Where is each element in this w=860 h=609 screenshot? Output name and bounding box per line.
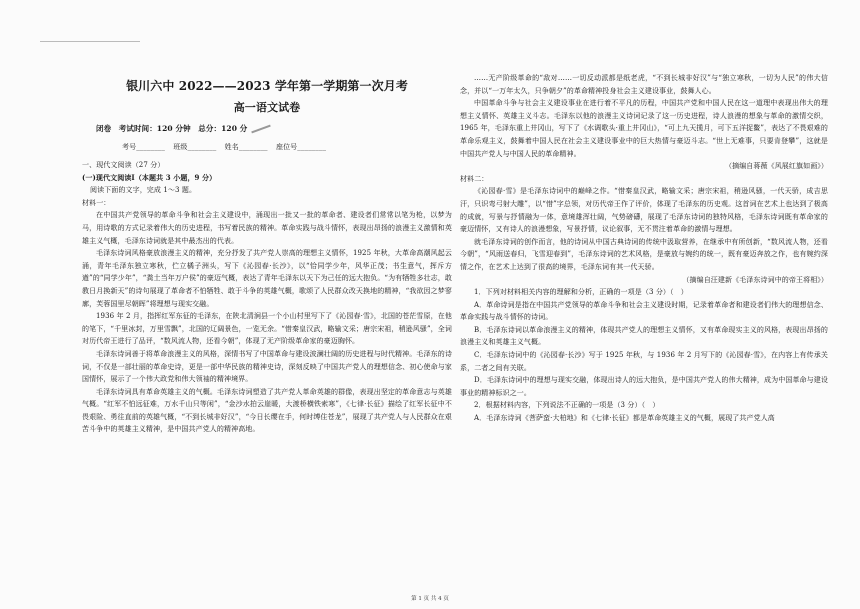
instruction: 阅读下面的文字，完成 1～3 题。	[90, 186, 197, 195]
page-footer: 第 1 页 共 4 页	[411, 596, 449, 602]
paragraph: 就毛泽东诗词的创作而言，他的诗词从中国古典诗词的传统中汲取营养，在继承中有所创新，“数风流人物，还看今朝”，“风雨送春归，飞雪迎春到”，毛泽东诗词的艺术风格，是豪放与婉约的统一，既有豪迈奔放之作，也有婉约深情之作，在艺术上达到了很高的境界，毛泽东词有其一代天骄。	[460, 237, 828, 271]
paragraph: 毛泽东诗词风格豪放浪漫主义的精神，充分抒发了共产党人崇高的理想主义情怀，1925 年秋，大革命高潮风起云涌，青年毛泽东独立寒秋，伫立橘子洲头，写下《沁园春·长沙》，以“恰同学少年，风华正茂；书生意气，挥斥方遒”的“同学少年”，“粪土当年万户侯”的豪迈气概，表达了青年毛泽东以天下为己任的远大抱负。“为有牺牲多壮志，敢教日月换新天”的诗句展现了革命者不怕牺牲、敢于斗争的英雄气概，歌颂了人民群众改天换地的精神，“我欲因之梦寥廓，芙蓉国里尽朝晖”将理想与现实交融。	[82, 249, 452, 308]
option-a: A．毛泽东诗词《菩萨蛮·大柏地》和《七律·长征》都是革命英雄主义的气概，展现了共产党人高	[474, 414, 775, 423]
exam-subtitle: 高一语文试卷	[233, 101, 301, 114]
exam-meta-text: 闭卷 考试时间：120 分钟 总分：120 分	[96, 124, 248, 133]
paragraph: 毛泽东诗词善于将革命浪漫主义的风格，深情书写了中国革命与建设波澜壮阔的历史进程与时代精神。毛泽东的诗词，不仅是一部壮丽的革命史诗，更是一部中华民族的精神史诗，深刻反映了中国共产党人的理想信念、初心使命与家国情怀，展示了一个伟大政党和伟大领袖的精神境界。	[82, 349, 452, 384]
source-citation: （摘编自蒋薇《风展红旗如画》）	[725, 162, 828, 171]
exam-title: 银川六中 2022——2023 学年第一学期第一次月考	[126, 79, 408, 93]
pen-mark-icon	[252, 125, 271, 134]
top-rule	[40, 41, 140, 42]
field-class[interactable]: 班级________	[173, 143, 217, 151]
paragraph: ……无产阶级革命的“敌对……一切反动派都是纸老虎，“不到长城非好汉”与“独立寒秋，一切为人民”的伟大信念，并以“一万年太久，只争朝夕”的革命精神投身社会主义建设事业，鼓舞人心。	[460, 74, 828, 95]
material-one-label: 材料一：	[82, 198, 111, 207]
section-heading: 一、现代文阅读（27 分）	[82, 161, 165, 169]
subsection-heading: (一)现代文阅读Ⅰ（本题共 3 小题，9 分）	[82, 172, 217, 182]
paragraph: 毛泽东诗词具有革命英雄主义的气概。毛泽东诗词塑造了共产党人革命英雄的群像，表现出坚定的革命意志与英雄气概。“红军不怕远征难，万水千山只等闲”，“金沙水拍云崖暖，大渡桥横铁索寒”，《七律·长征》描绘了红军长征中不畏艰险、勇往直前的英雄气概，“不到长城非好汉”，“今日长缨在手，何时缚住苍龙”，展现了共产党人与人民群众在艰苦斗争中的英雄主义精神，是中国共产党人的精神高地。	[82, 387, 452, 434]
source-citation: （摘编自汪建新《毛泽东诗词中的帝王将相》）	[682, 275, 828, 284]
option-d: D．毛泽东诗词中的理想与现实交融，体现出诗人的远大抱负，是中国共产党人的伟大精神，成为中国革命与建设事业的精神标识之一。	[460, 376, 828, 397]
question-2: 2．根据材料内容，下列说法不正确的一项是（3 分）（ ）	[474, 401, 660, 410]
field-name[interactable]: 姓名________	[224, 143, 268, 151]
paragraph: 中国革命斗争与社会主义建设事业在进行着不平凡的历程，中国共产党和中国人民在这一道理中表现出伟大的理想主义情怀、英雄主义斗志。毛泽东以他的浪漫主义诗词记录了这一历史进程，诗人浪漫的想象与革命的激情交织，1965 年，毛泽东重上井冈山，写下了《水调歌头·重上井冈山》，“可上九天揽月，可下五洋捉鳖”，表达了不畏艰难的革命乐观主义，鼓舞着中国人民在社会主义建设事业中的巨大热情与豪迈斗志。“世上无难事，只要肯登攀”，这就是中国共产党人与中国人民的革命精神。	[460, 99, 828, 158]
option-b: B．毛泽东诗词以革命浪漫主义的精神，体现共产党人的理想主义情怀，又有革命现实主义的风格，表现出昂扬的浪漫主义和英雄主义气概。	[460, 325, 828, 347]
paragraph: 《沁园春·雪》是毛泽东诗词中的巅峰之作。“惜秦皇汉武，略输文采；唐宗宋祖，稍逊风骚，一代天骄，成吉思汗，只识弯弓射大雕”，以“惜”字总领，对历代帝王作了评价，体现了毛泽东的历史观。这首词在艺术上也达到了极高的成就，写景与抒情融为一体，意境雄浑壮阔，气势磅礴，展现了毛泽东诗词的独特风格，毛泽东诗词既有革命家的豪迈情怀，又有诗人的浪漫想象，写景抒情，议论叙事，无不贯注着革命的激情与理想。	[460, 187, 828, 234]
paragraph: 在中国共产党领导的革命斗争和社会主义建设中，涌现出一批又一批的革命者、建设者们常常以笔为枪，以梦为马，用诗歌的方式记录着伟大的历史进程，书写着民族的精神。革命实践与战斗情怀，表现出昂扬的浪漫主义激情和英雄主义气概，毛泽东诗词就是其中最杰出的代表。	[82, 211, 452, 245]
student-fields	[82, 141, 452, 153]
right-column	[460, 72, 828, 425]
field-id[interactable]: 考号________	[122, 143, 165, 151]
material-two-label: 材料二：	[460, 174, 489, 183]
paragraph: 1936 年 2 月，指挥红军东征的毛泽东，在陕北清涧县一个小山村里写下了《沁园春·雪》，北国的苍茫雪原，在他的笔下，“千里冰封，万里雪飘”，北国的辽阔景色，一览无余。“惜秦皇汉武，略输文采；唐宗宋祖，稍逊风骚”，全词对历代帝王进行了品评，“数风流人物，还看今朝”，体现了无产阶级革命家的豪迈胸怀。	[82, 312, 452, 346]
option-a: A．革命诗词是指在中国共产党领导的革命斗争和社会主义建设时期，记录着革命者和建设者们伟大的理想信念、革命实践与战斗情怀的诗词。	[460, 300, 828, 322]
left-column	[82, 70, 452, 436]
question-1: 1．下列对材料相关内容的理解和分析，正确的一项是（3 分）（ ）	[474, 288, 688, 297]
exam-meta	[82, 123, 452, 135]
option-c: C．毛泽东诗词中的《沁园春·长沙》写于 1925 年秋，与 1936 年 2 月写下的《沁园春·雪》，在内容上有传承关系，二者之间有关联。	[460, 351, 828, 372]
field-seat[interactable]: 座位号________	[275, 143, 327, 151]
